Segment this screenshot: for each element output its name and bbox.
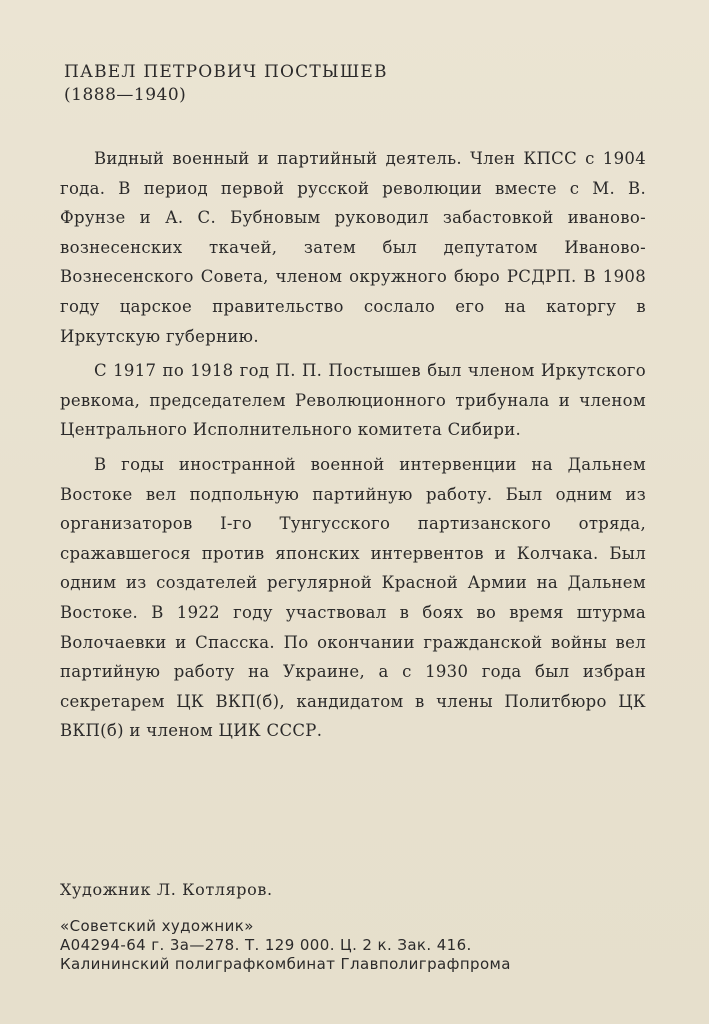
paragraph: В годы иностранной военной интервенции на Дальнем Востоке вел подпольную партийную работу. Был одним из организаторов I-го Тунгусского партизанского отряда, сражавшегося против японских интервентов и Колчака. Был одним из создателей регулярной Красной Армии на Дальнем Востоке. В 1922 году участвовал в боях во время штурма Волочаевки и Спасска. По окончании гражданской войны вел партийную работу на Украине, а с 1930 года был избран секретарем ЦК ВКП(б), кандидатом в члены Политбюро ЦК ВКП(б) и членом ЦИК СССР. bbox=[60, 454, 646, 741]
person-name: ПАВЕЛ ПЕТРОВИЧ ПОСТЫШЕВ bbox=[64, 62, 388, 82]
publisher-name: «Советский художник» bbox=[60, 917, 254, 935]
paragraph: С 1917 по 1918 год П. П. Постышев был членом Иркутского ревкома, председателем Революционного трибунала и членом Центрального Исполнительного комитета Сибири. bbox=[60, 361, 646, 440]
printer-name: Калининский полиграфкомбинат Главполиграфпрома bbox=[60, 955, 511, 973]
artist-credit: Художник Л. Котляров. bbox=[60, 880, 273, 899]
life-years: (1888—1940) bbox=[64, 85, 187, 105]
biography-header bbox=[64, 60, 388, 106]
publication-imprint bbox=[60, 917, 620, 974]
print-info: А04294-64 г. 3а—278. Т. 129 000. Ц. 2 к. Зак. 416. bbox=[60, 936, 472, 954]
paragraph: Видный военный и партийный деятель. Член КПСС с 1904 года. В период первой русской революции вместе с М. В. Фрунзе и А. С. Бубновым руководил забастовкой иваново-вознесенских ткачей, затем был депутатом Иваново-Вознесенского Совета, членом окружного бюро РСДРП. В 1908 году царское правительство сослало его на каторгу в Иркутскую губернию. bbox=[60, 149, 646, 346]
biography-text bbox=[60, 144, 646, 751]
